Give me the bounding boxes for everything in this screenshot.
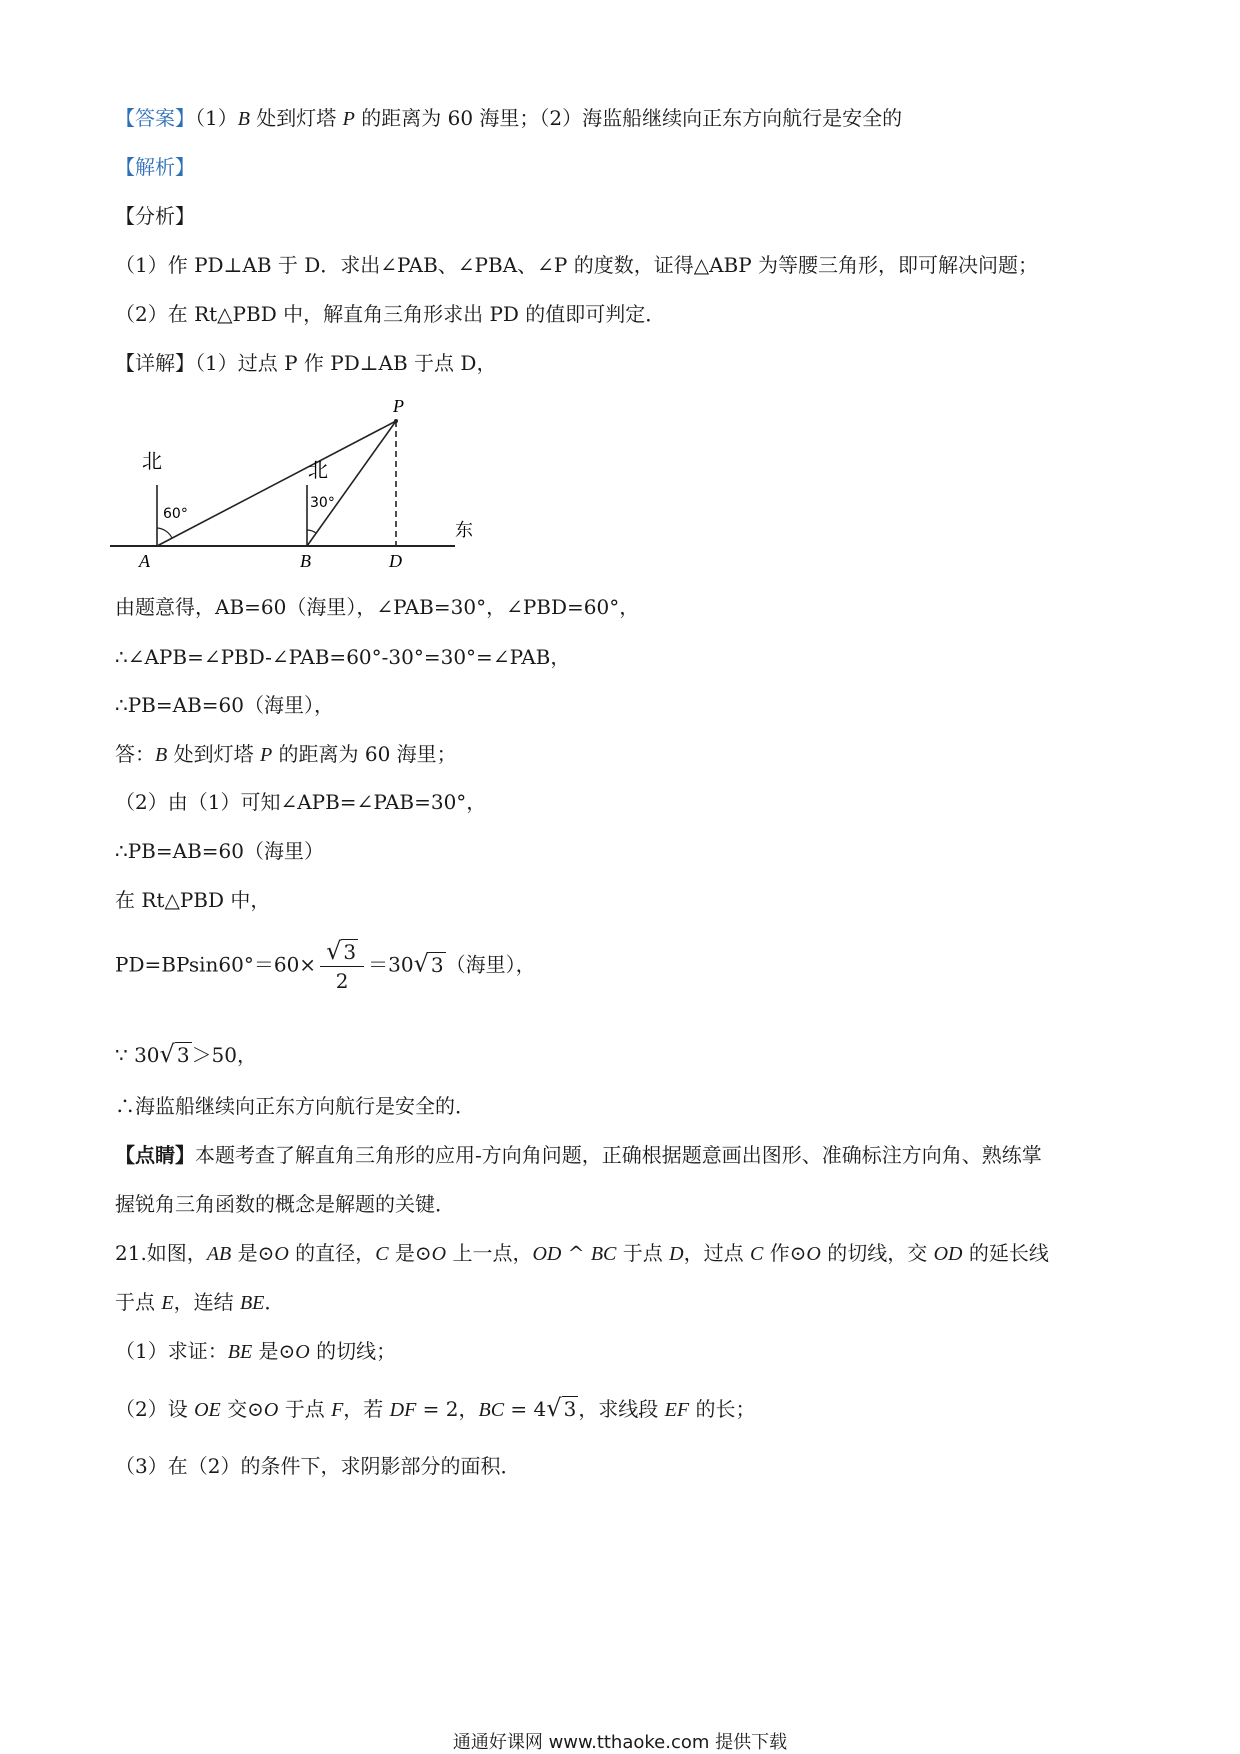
solution-line-6: ∴PB=AB=60（海里） <box>115 839 324 863</box>
angle-label-30: 30° <box>310 495 335 511</box>
comment-tag: 【点睛】 <box>115 1143 195 1167</box>
solution-line-9: ∵ 30√ 3 ＞50， <box>115 1040 258 1068</box>
q21-sub-1: （1）求证：BE 是⊙O 的切线； <box>115 1339 397 1363</box>
q21-line-2: 于点 E，连结 BE． <box>115 1290 285 1314</box>
angle-arc-b <box>307 530 316 533</box>
answer-line: 【答案】（1）B 处到灯塔 P 的距离为 60 海里；（2）海监船继续向正东方向航行是安全的 <box>115 106 903 130</box>
point-p <box>394 419 398 423</box>
q21-sub-3: （3）在（2）的条件下，求阴影部分的面积． <box>115 1454 521 1478</box>
direction-angle-figure <box>110 390 490 570</box>
solution-line-3: ∴PB=AB=60（海里）， <box>115 693 334 717</box>
fenxi-tag: 【分析】 <box>115 204 195 228</box>
label-d: D <box>389 551 402 570</box>
q21-line-1: 21.如图，AB 是⊙O 的直径，C 是⊙O 上一点，OD ^ BC 于点 D，过点 C 作⊙O 的切线，交 OD 的延长线 <box>115 1241 1049 1265</box>
solution-line-5: （2）由（1）可知∠APB=∠PAB=30°， <box>115 790 487 814</box>
label-a: A <box>139 551 150 570</box>
fenxi-line-1: （1）作 PD⊥AB 于 D．求出∠PAB、∠PBA、∠P 的度数，证得△ABP 为等腰三角形，即可解决问题； <box>115 253 1039 277</box>
label-b: B <box>300 551 311 570</box>
comment-line-1: 【点睛】本题考查了解直角三角形的应用-方向角问题，正确根据题意画出图形、准确标注方向角、熟练掌 <box>115 1143 1042 1167</box>
solution-line-10: ∴海监船继续向正东方向航行是安全的． <box>115 1094 475 1118</box>
solution-line-7: 在 Rt△PBD 中， <box>115 888 271 912</box>
north-label-b: 北 <box>308 458 328 482</box>
angle-arc-a <box>157 528 172 538</box>
comment-line-2: 握锐角三角函数的概念是解题的关键． <box>115 1192 455 1216</box>
angle-label-60: 60° <box>163 506 188 522</box>
segment-bp <box>307 421 396 546</box>
solution-line-1: 由题意得，AB=60（海里），∠PAB=30°，∠PBD=60°， <box>115 595 640 619</box>
detail-line: 【详解】（1）过点 P 作 PD⊥AB 于点 D， <box>115 351 497 375</box>
analysis-tag: 【解析】 <box>115 155 195 179</box>
segment-ap <box>157 421 396 546</box>
detail-tag: 【详解】 <box>115 351 195 375</box>
solution-line-4: 答：B 处到灯塔 P 的距离为 60 海里； <box>115 742 457 766</box>
east-label: 东 <box>455 520 473 541</box>
answer-tag: 【答案】 <box>115 106 195 130</box>
fraction-sqrt3-over-2: $\frac{√ 3}{2}$ <box>320 937 364 995</box>
fenxi-line-2: （2）在 Rt△PBD 中，解直角三角形求出 PD 的值即可判定． <box>115 302 666 326</box>
solution-formula-pd: PD=BPsin60°＝60× $\frac{√ 3}{2}$ ＝30√ 3 （海里）， <box>115 937 536 993</box>
label-p: P <box>393 396 404 416</box>
footer-watermark: 通通好课网 www.tthaoke.com 提供下载 <box>452 1732 788 1753</box>
north-label-a: 北 <box>142 449 162 473</box>
q21-sub-2: （2）设 OE 交⊙O 于点 F，若 DF = 2，BC = 4√ 3 ，求线段 EF 的长； <box>115 1394 756 1422</box>
solution-line-2: ∴∠APB=∠PBD-∠PAB=60°-30°=30°=∠PAB， <box>115 645 571 669</box>
